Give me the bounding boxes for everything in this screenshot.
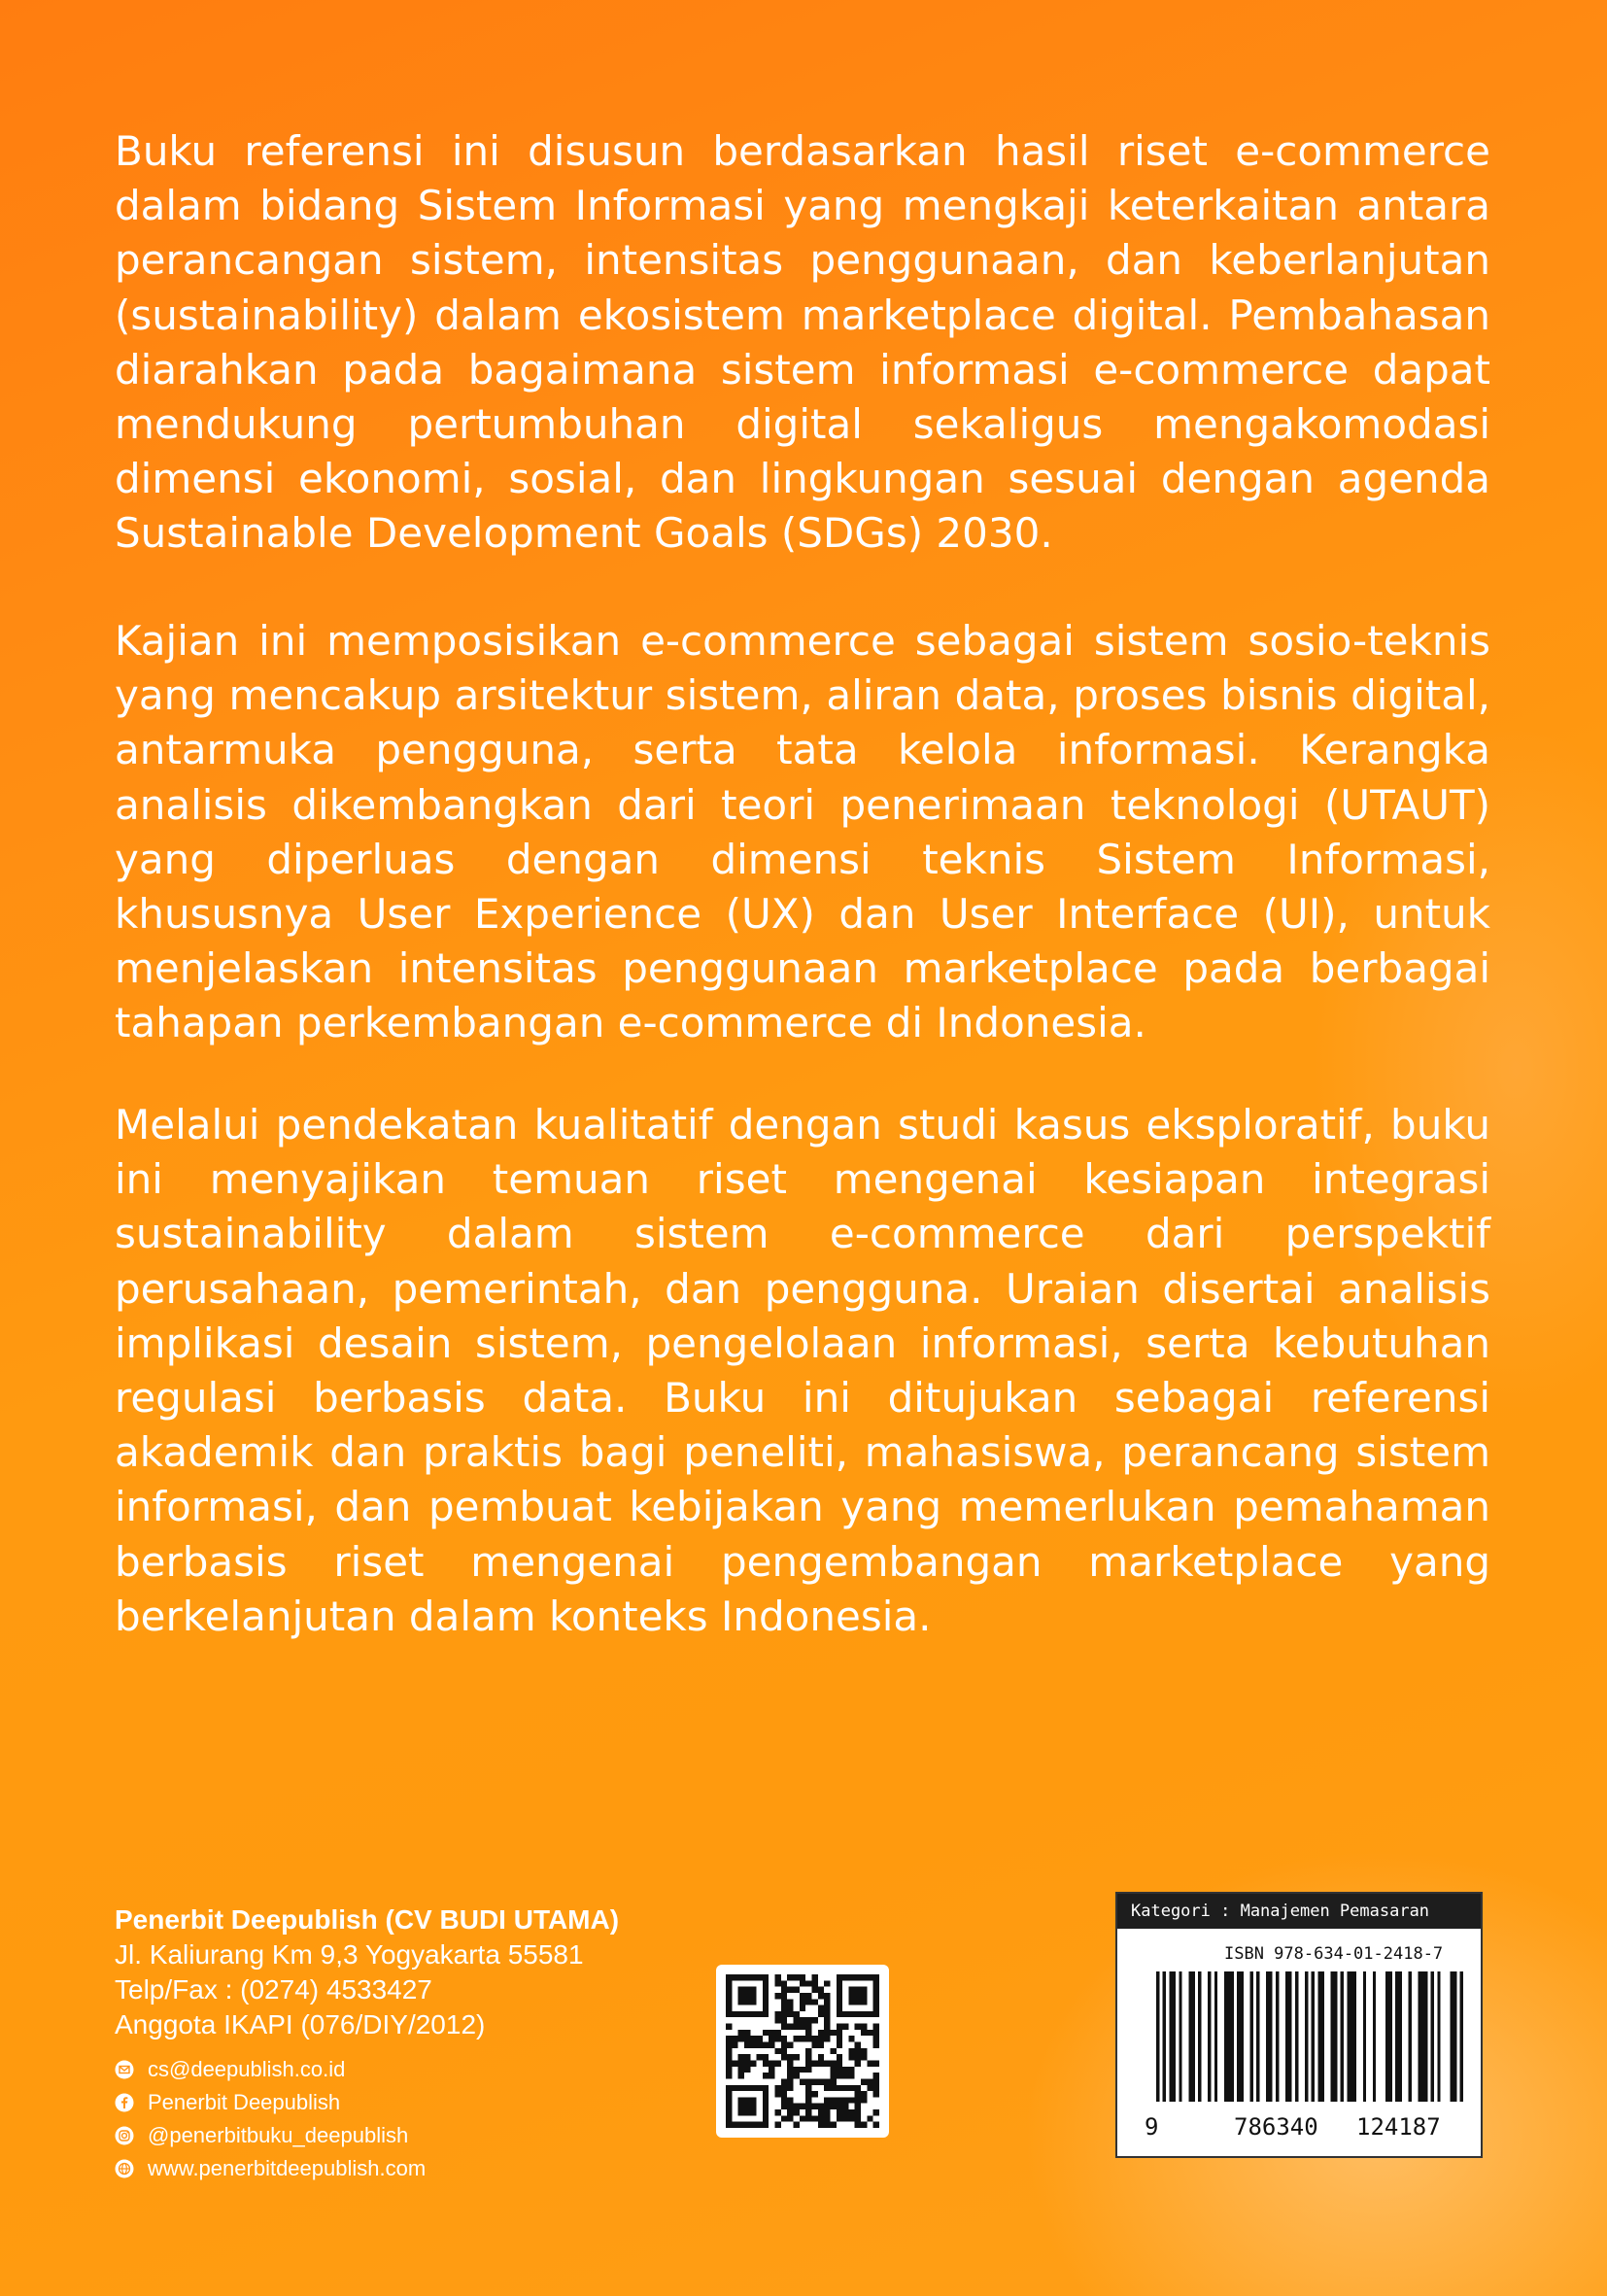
isbn-number: ISBN 978-634-01-2418-7 [1224,1944,1444,1964]
isbn-barcode-label [1115,1892,1483,2158]
category-label: Kategori : Manajemen Pemasaran [1117,1894,1481,1929]
barcode-digits-right: 124187 [1356,2113,1441,2141]
contact-instagram[interactable] [115,2119,426,2152]
publisher-membership: Anggota IKAPI (076/DIY/2012) [115,2009,486,2039]
contact-instagram-text: @penerbitbuku_deepublish [148,2123,409,2147]
blurb-paragraph-2: Kajian ini memposisikan e-commerce sebagai sistem sosio-teknis yang mencakup arsitektur sistem, aliran data, proses bisnis digital, antarmuka pengguna, serta tata kelola informasi. Kerangka analisis dikembangkan dari teori penerimaan teknologi (UTAUT) yang diperluas dengan dimensi teknis Sistem Informasi, khususnya User Experience (UX) dan User Interface (UI), untuk menjelaskan intensitas penggunaan marketplace pada berbagai tahapan perkembangan e-commerce di Indonesia. [115,617,1490,1047]
contact-email[interactable] [115,2053,426,2086]
contact-website[interactable] [115,2152,426,2185]
contact-list [115,2053,426,2185]
publisher-info [115,1902,619,2042]
qr-code[interactable] [716,1965,889,2138]
publisher-address: Jl. Kaliurang Km 9,3 Yogyakarta 55581 [115,1939,584,1970]
publisher-phone: Telp/Fax : (0274) 4533427 [115,1974,432,2005]
blurb-paragraph-1: Buku referensi ini disusun berdasarkan hasil riset e-commerce dalam bidang Sistem Informasi yang mengkaji keterkaitan antara perancangan sistem, intensitas penggunaan, dan keberlanjutan (sustainability) dalam ekosistem marketplace digital. Pembahasan diarahkan pada bagaimana sistem informasi e-commerce dapat mendukung pertumbuhan digital sekaligus mengakomodasi dimensi ekonomi, sosial, dan lingkungan sesuai dengan agenda Sustainable Development Goals (SDGs) 2030. [115,127,1490,558]
contact-facebook[interactable] [115,2086,426,2119]
contact-website-text: www.penerbitdeepublish.com [148,2156,427,2180]
barcode-digits-left: 786340 [1234,2113,1318,2141]
barcode-digit-first: 9 [1145,2113,1159,2141]
publisher-name: Penerbit Deepublish (CV BUDI UTAMA) [115,1904,620,1935]
barcode-bars [1156,1971,1463,2102]
blurb-paragraph-3: Melalui pendekatan kualitatif dengan studi kasus eksploratif, buku ini menyajikan temuan riset mengenai kesiapan integrasi sustainability dalam sistem e-commerce dari perspektif perusahaan, pemerintah, dan pengguna. Uraian disertai analisis implikasi desain sistem, pengelolaan informasi, serta kebutuhan regulasi berbasis data. Buku ini ditujukan sebagai referensi akademik dan praktis bagi peneliti, mahasiswa, perancang sistem informasi, dan pembuat kebijakan yang memerlukan pemahaman berbasis riset mengenai pengembangan marketplace yang berkelanjutan dalam konteks Indonesia. [115,1101,1490,1640]
contact-email-text: cs@deepublish.co.id [148,2057,346,2081]
email-icon [115,2060,134,2079]
contact-facebook-text: Penerbit Deepublish [148,2090,341,2114]
facebook-icon [115,2093,134,2112]
globe-icon [115,2159,134,2178]
instagram-icon [115,2126,134,2145]
qr-code-pattern [726,1974,879,2128]
